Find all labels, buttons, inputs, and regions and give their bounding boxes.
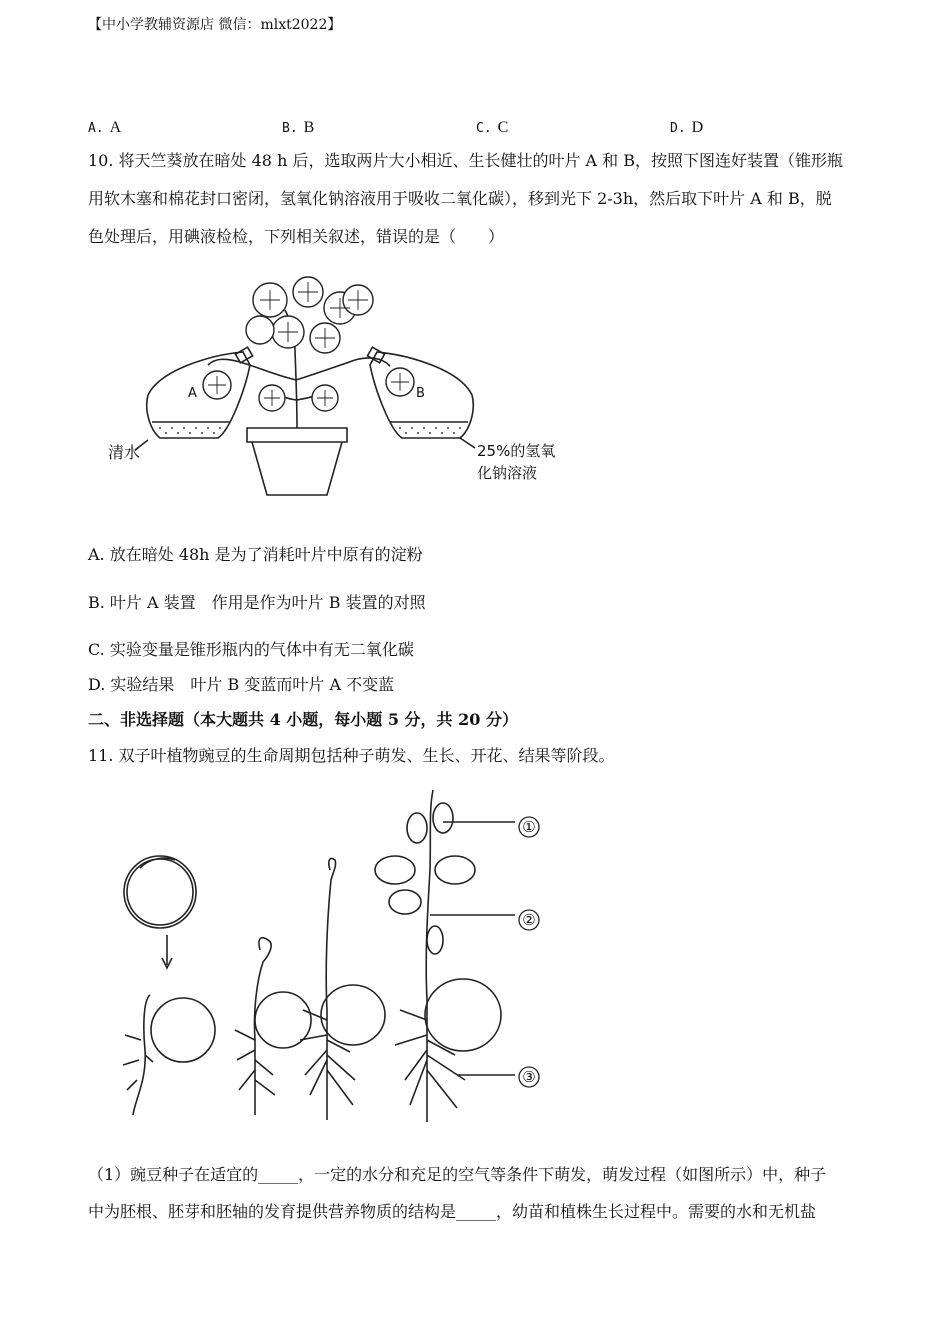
page-header: 【中小学教辅资源店 微信：mlxt2022】 <box>88 17 342 33</box>
option-value: A <box>109 119 122 136</box>
q10-line-3: 色处理后，用碘液检检，下列相关叙述，错误的是（ ） <box>88 227 505 246</box>
label-naoh-2: 化钠溶液 <box>477 464 538 482</box>
option-value: C <box>497 119 509 136</box>
q11-intro: 11. 双子叶植物豌豆的生命周期包括种子萌发、生长、开花、结果等阶段。 <box>88 746 615 765</box>
pea-germination-figure <box>105 790 555 1130</box>
label-b: B <box>416 386 425 401</box>
label-3: ③ <box>522 1068 536 1086</box>
section-title: 二、非选择题（本大题共 4 小题，每小题 5 分，共 20 分） <box>88 710 518 729</box>
q11-part1-line-2: 中为胚根、胚芽和胚轴的发育提供营养物质的结构是_____，幼苗和植株生长过程中。需要的水和无机盐 <box>88 1202 817 1221</box>
q10-line-1: 10. 将天竺葵放在暗处 48 h 后，选取两片大小相近、生长健壮的叶片 A 和 B，按照下图连好装置（锥形瓶 <box>88 151 844 170</box>
option-letter: A. <box>88 121 104 136</box>
option-letter: D. <box>670 121 686 136</box>
option-d <box>670 117 703 139</box>
q10-option-b: B. 叶片 A 装置 作用是作为叶片 B 装置的对照 <box>88 593 426 612</box>
q10-option-a: A. 放在暗处 48h 是为了消耗叶片中原有的淀粉 <box>88 545 423 564</box>
option-letter: B. <box>282 121 298 136</box>
option-letter: C. <box>476 121 492 136</box>
label-water: 清水 <box>108 443 141 462</box>
q10-option-d: D. 实验结果 叶片 B 变蓝而叶片 A 不变蓝 <box>88 675 395 694</box>
geranium-experiment-figure <box>100 270 570 505</box>
seed-stage-5 <box>425 979 501 1051</box>
label-1: ① <box>522 818 536 836</box>
option-value: D <box>691 119 704 136</box>
label-2: ② <box>522 911 536 929</box>
label-naoh-1: 25%的氢氧 <box>477 442 556 460</box>
seed-stage-2 <box>151 998 215 1062</box>
seed-stage-4 <box>321 985 385 1045</box>
option-a <box>88 117 121 139</box>
label-a: A <box>188 386 197 401</box>
seed-stage-1 <box>124 856 196 928</box>
flask-a <box>147 352 250 438</box>
pot-rim <box>247 428 347 442</box>
option-c <box>476 117 508 139</box>
pot-body <box>252 442 342 495</box>
option-b <box>282 117 314 139</box>
q10-line-2: 用软木塞和棉花封口密闭，氢氧化钠溶液用于吸收二氧化碳），移到光下 2-3h，然后取下叶片 A 和 B，脱 <box>88 189 832 208</box>
option-value: B <box>303 119 315 136</box>
q10-option-c: C. 实验变量是锥形瓶内的气体中有无二氧化碳 <box>88 640 414 659</box>
q11-part1-line-1: （1）豌豆种子在适宜的_____，一定的水分和充足的空气等条件下萌发，萌发过程（如图所示）中，种子 <box>88 1165 827 1184</box>
